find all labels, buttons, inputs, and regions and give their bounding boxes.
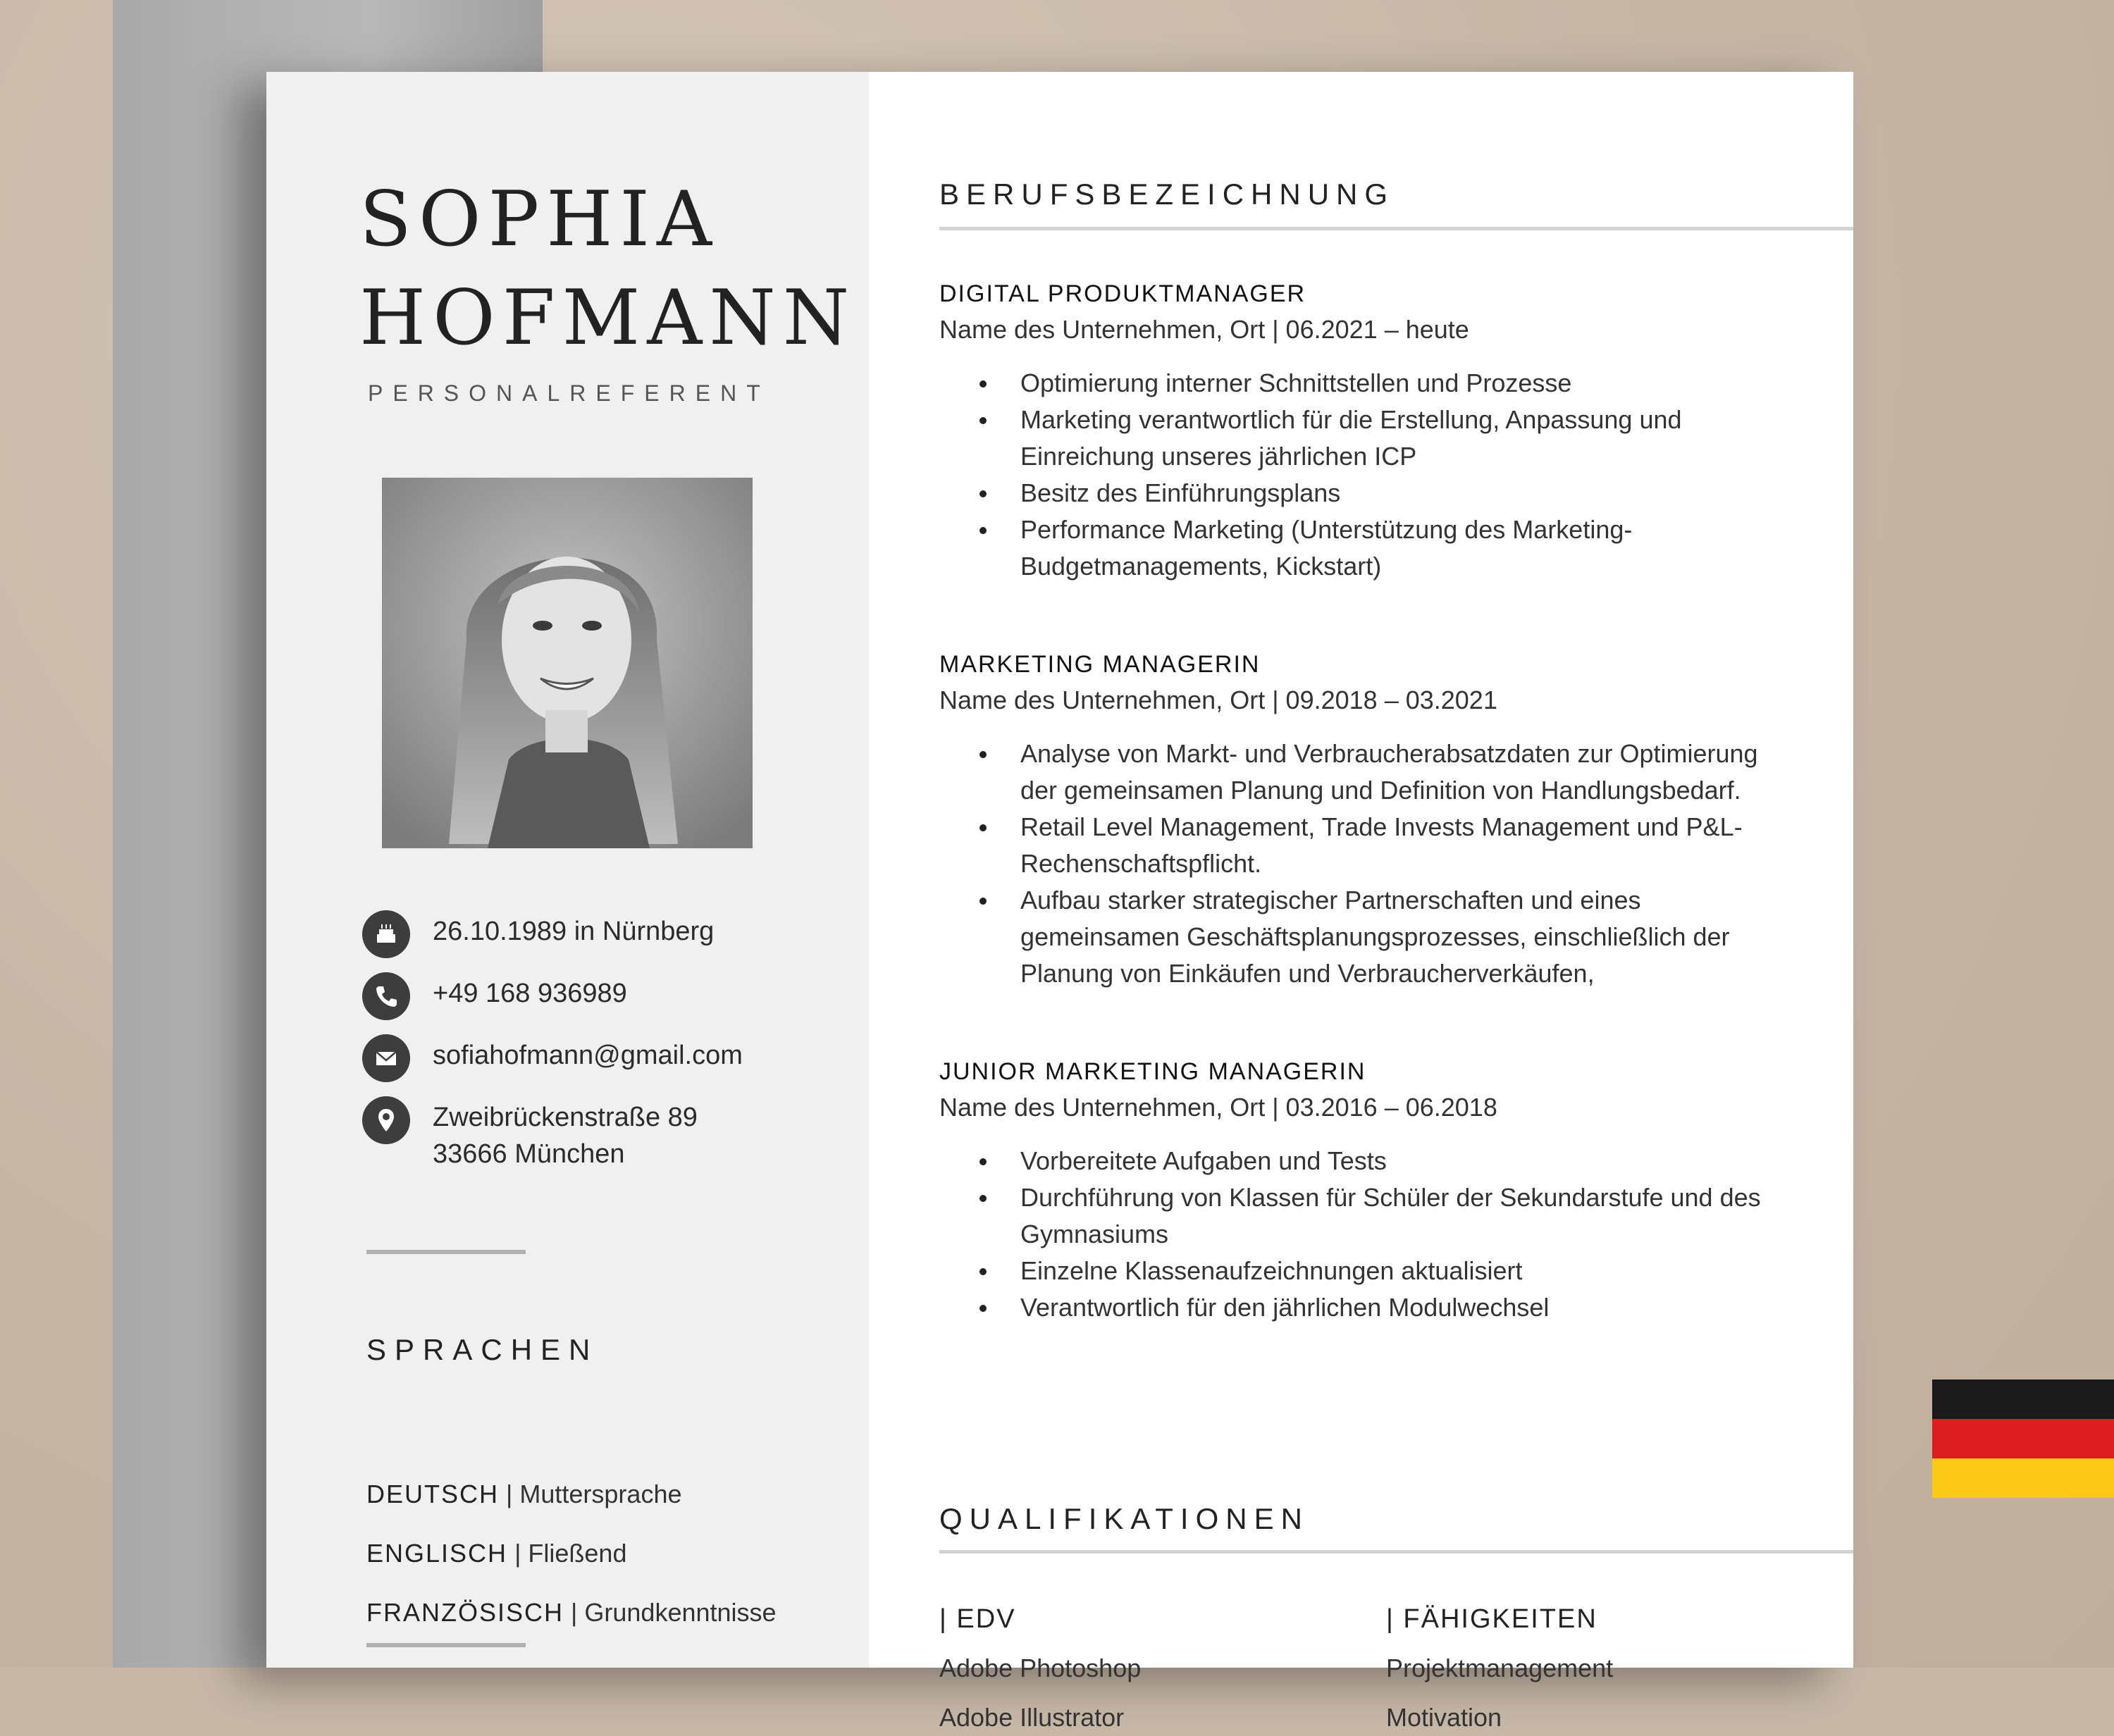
job-bullet: Aufbau starker strategischer Partnerschaften und eines gemeinsamen Geschäftsplanungsprozesses, einschließlich der Planung von Einkäufen und Verbraucherverkäufen, [1020, 882, 1785, 992]
job-entry [939, 1054, 1785, 1326]
language-item [366, 1480, 681, 1509]
job-bullet: Besitz des Einführungsplans [1020, 475, 1785, 512]
job-bullet: Marketing verantwortlich für die Erstellung, Anpassung und Einreichung unseres jährlichen ICP [1020, 402, 1785, 475]
job-bullet: Performance Marketing (Unterstützung des Marketing-Budgetmanagements, Kickstart) [1020, 512, 1785, 585]
section-rule [939, 227, 1853, 230]
job-bullet: Verantwortlich für den jährlichen Modulwechsel [1020, 1289, 1785, 1326]
job-bullet: Analyse von Markt- und Verbraucherabsatzdaten zur Optimierung der gemeinsamen Planung und Definition von Handlungsbedarf. [1020, 736, 1785, 809]
job-bullets [939, 1143, 1785, 1326]
phone-icon [362, 972, 410, 1020]
job-entry [939, 276, 1785, 585]
job-title: PERSONALREFERENT [368, 380, 770, 406]
language-level: | Fließend [514, 1539, 627, 1568]
qualifications-heading: QUALIFIKATIONEN [939, 1502, 1309, 1535]
job-bullet: Durchführung von Klassen für Schüler der Sekundarstufe und des Gymnasiums [1020, 1179, 1785, 1253]
qualifications-skills [1386, 1601, 1613, 1736]
phone-text[interactable]: +49 168 936989 [433, 979, 627, 1008]
edv-item: Adobe Illustrator [939, 1703, 1125, 1732]
flag-stripe-gold [1932, 1458, 2114, 1498]
candidate-name [359, 170, 856, 368]
job-entry-title: JUNIOR MARKETING MANAGERIN [939, 1058, 1366, 1085]
sidebar-divider [366, 1643, 526, 1647]
job-bullet: Einzelne Klassenaufzeichnungen aktualisiert [1020, 1253, 1785, 1289]
flag-stripe-black [1932, 1380, 2114, 1419]
job-entry-title: DIGITAL PRODUKTMANAGER [939, 280, 1306, 307]
last-name: HOFMANN [359, 274, 857, 362]
location-pin-icon [362, 1096, 410, 1144]
language-level: | Muttersprache [506, 1480, 682, 1508]
language-name: FRANZÖSISCH [366, 1598, 564, 1627]
address-text [433, 1099, 698, 1172]
job-bullet: Optimierung interner Schnittstellen und Prozesse [1020, 365, 1785, 402]
address-line2: 33666 München [433, 1139, 625, 1169]
job-entry-meta: Name des Unternehmen, Ort | 09.2018 – 03.2021 [939, 686, 1497, 714]
email-text[interactable]: sofiahofmann@gmail.com [433, 1041, 743, 1070]
job-entry-title: MARKETING MANAGERIN [939, 651, 1261, 678]
profile-photo [382, 478, 753, 848]
job-entry [939, 647, 1785, 992]
languages-heading: SPRACHEN [366, 1333, 599, 1366]
job-bullet: Retail Level Management, Trade Invests Management und P&L-Rechenschaftspflicht. [1020, 809, 1785, 882]
skills-item: Motivation [1386, 1703, 1502, 1732]
language-item [366, 1539, 626, 1568]
first-name: SOPHIA [359, 175, 719, 264]
address-line1: Zweibrückenstraße 89 [433, 1103, 698, 1132]
sidebar-divider [366, 1250, 526, 1254]
mail-icon [362, 1034, 410, 1082]
edv-heading: | EDV [939, 1604, 1016, 1634]
qualifications-edv [939, 1601, 1141, 1736]
experience-heading: BERUFSBEZEICHNUNG [939, 178, 1395, 211]
section-rule [939, 1550, 1853, 1554]
job-entry-meta: Name des Unternehmen, Ort | 03.2016 – 06.2018 [939, 1093, 1497, 1122]
edv-item: Adobe Photoshop [939, 1654, 1142, 1682]
resume-main [939, 72, 1853, 1732]
cake-icon [362, 910, 410, 958]
skills-heading: | FÄHIGKEITEN [1386, 1604, 1597, 1634]
birth-text: 26.10.1989 in Nürnberg [433, 917, 715, 946]
skills-item: Projektmanagement [1386, 1654, 1614, 1682]
language-level: | Grundkenntnisse [571, 1598, 777, 1627]
resume-page [266, 72, 1853, 1732]
language-item [366, 1598, 777, 1628]
language-name: ENGLISCH [366, 1539, 508, 1568]
flag-stripe-red [1932, 1419, 2114, 1458]
job-bullet: Vorbereitete Aufgaben und Tests [1020, 1143, 1785, 1179]
job-entry-meta: Name des Unternehmen, Ort | 06.2021 – heute [939, 315, 1469, 344]
language-name: DEUTSCH [366, 1480, 500, 1508]
resume-sidebar [266, 72, 869, 1668]
job-bullets [939, 365, 1785, 585]
job-bullets [939, 736, 1785, 992]
german-flag-icon [1932, 1380, 2114, 1498]
